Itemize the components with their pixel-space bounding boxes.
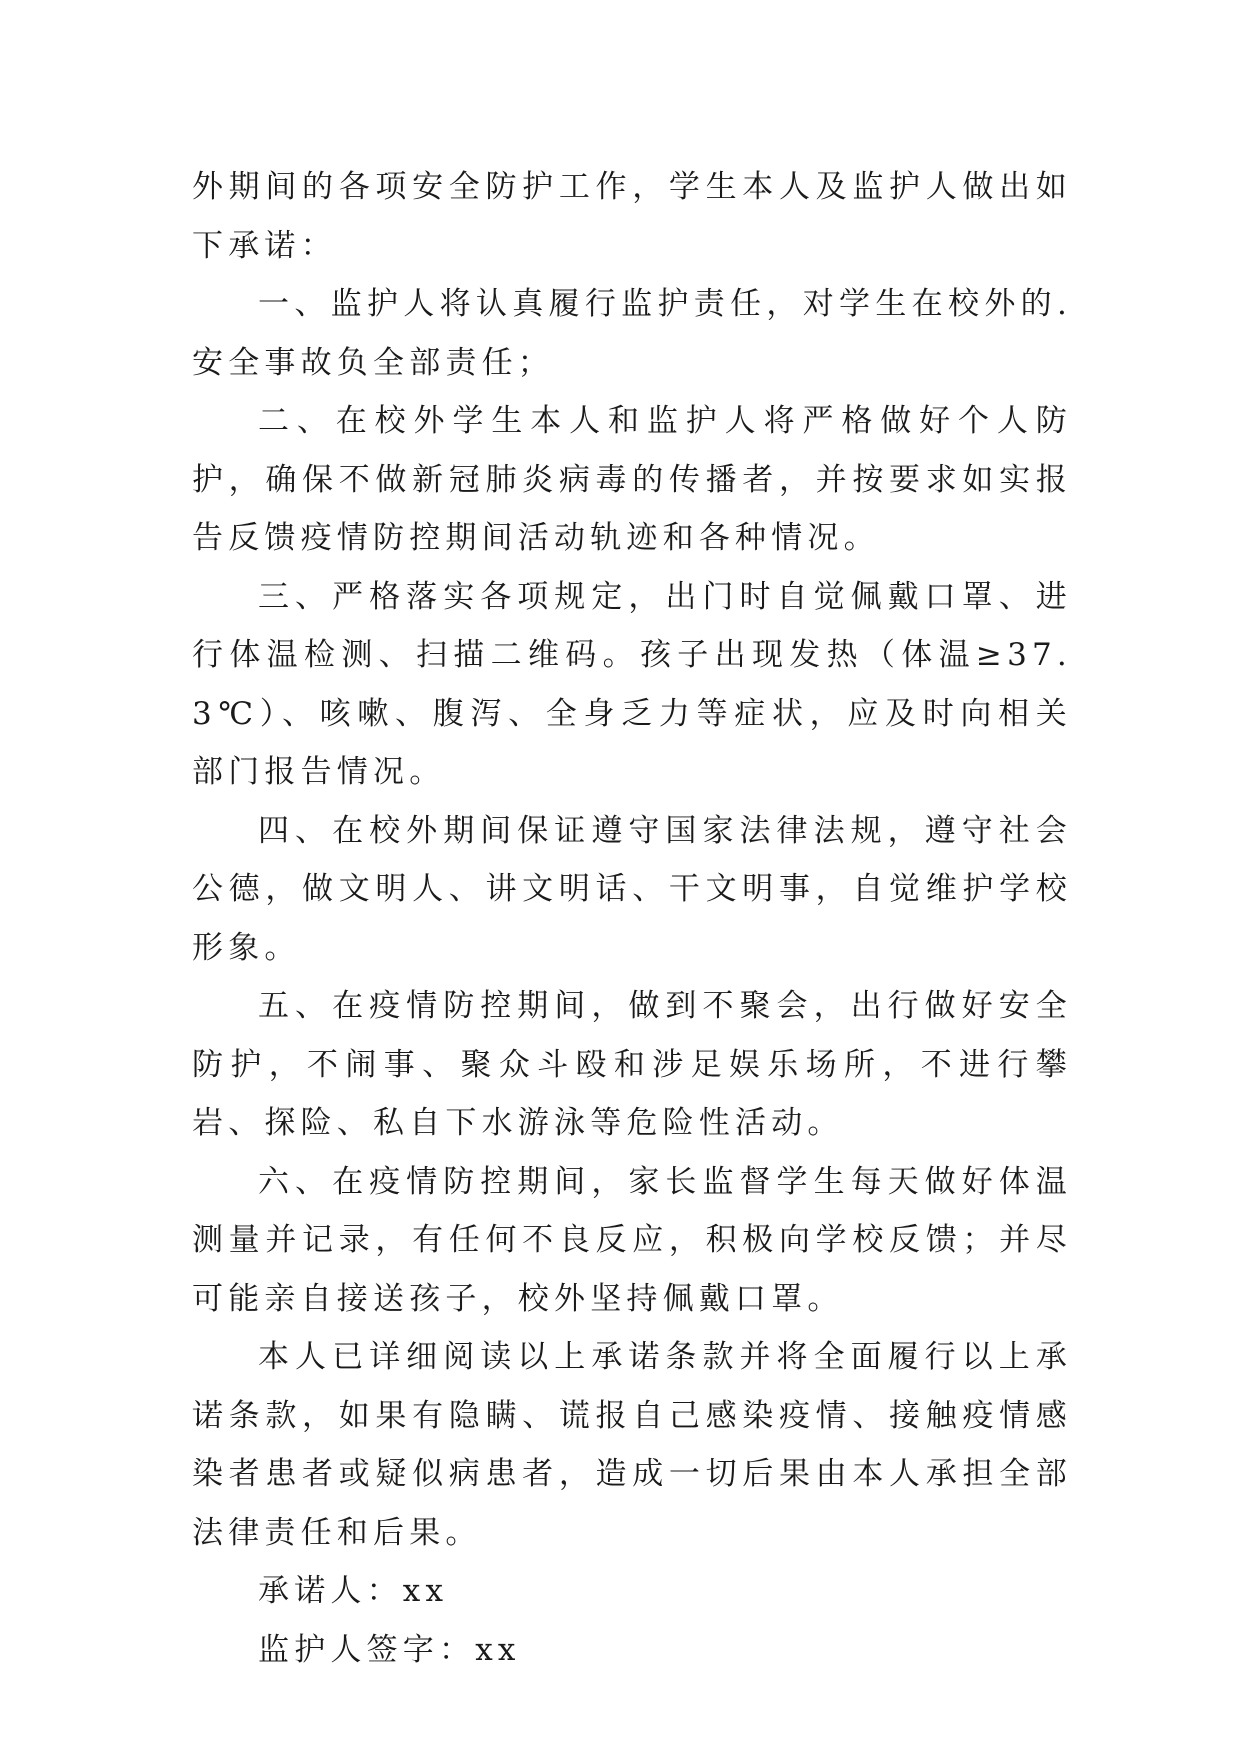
document-page — [192, 158, 1072, 1679]
paragraph-intro: 外期间的各项安全防护工作，学生本人及监护人做出如下承诺： — [192, 169, 1072, 264]
promisor-signature: 承诺人：xx — [258, 1573, 449, 1609]
paragraph-item-6: 六、在疫情防控期间，家长监督学生每天做好体温测量并记录，有任何不良反应，积极向学校反馈；并尽可能亲自接送孩子，校外坚持佩戴口罩。 — [192, 1163, 1072, 1317]
paragraph-item-4: 四、在校外期间保证遵守国家法律法规，遵守社会公德，做文明人、讲文明话、干文明事，自觉维护学校形象。 — [192, 812, 1072, 966]
paragraph-item-2: 二、在校外学生本人和监护人将严格做好个人防护，确保不做新冠肺炎病毒的传播者，并按要求如实报告反馈疫情防控期间活动轨迹和各种情况。 — [192, 403, 1072, 556]
paragraph-item-3: 三、严格落实各项规定，出门时自觉佩戴口罩、进行体温检测、扫描二维码。孩子出现发热（体温≥37.3℃）、咳嗽、腹泻、全身乏力等症状，应及时向相关部门报告情况。 — [192, 578, 1072, 790]
paragraph-item-1: 一、监护人将认真履行监护责任，对学生在校外的.安全事故负全部责任； — [192, 286, 1072, 381]
guardian-signature: 监护人签字：xx — [258, 1631, 521, 1668]
paragraph-item-5: 五、在疫情防控期间，做到不聚会，出行做好安全防护，不闹事、聚众斗殴和涉足娱乐场所，不进行攀岩、探险、私自下水游泳等危险性活动。 — [192, 988, 1072, 1141]
paragraph-declaration: 本人已详细阅读以上承诺条款并将全面履行以上承诺条款，如果有隐瞒、谎报自己感染疫情、接触疫情感染者患者或疑似病患者，造成一切后果由本人承担全部法律责任和后果。 — [192, 1339, 1072, 1551]
